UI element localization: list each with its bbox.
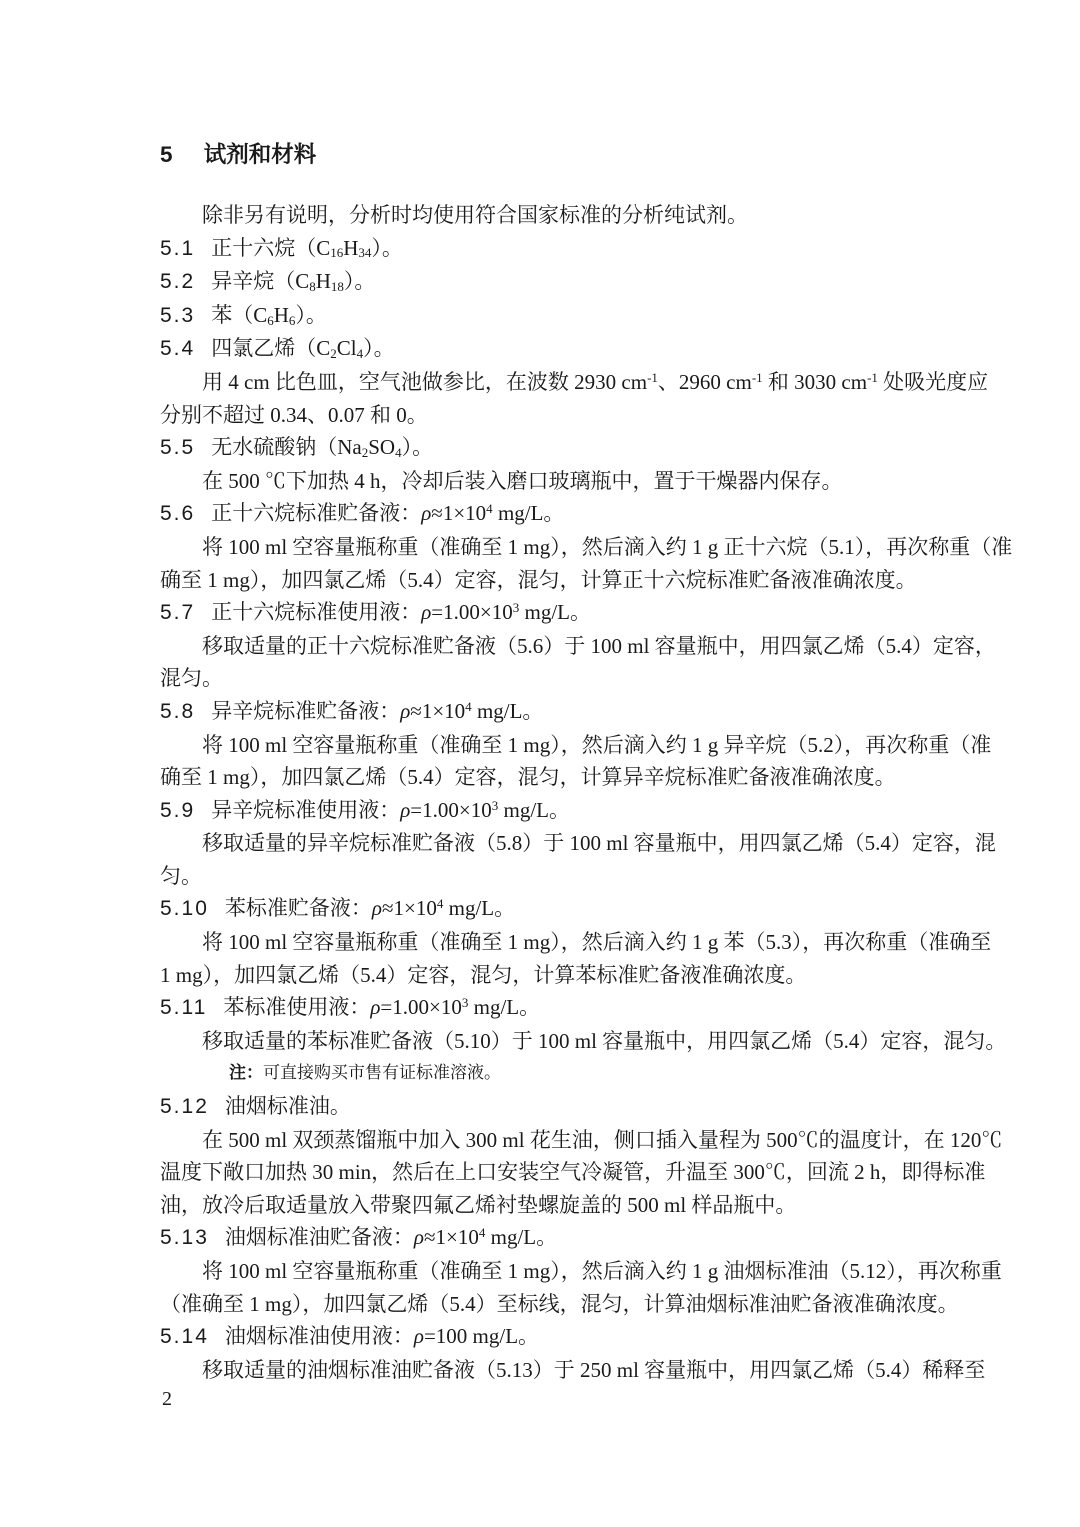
section-number: 5: [160, 142, 173, 167]
paragraph-continuation-line: [160, 399, 950, 432]
clause-line: [160, 1320, 950, 1354]
clause-text: 正十六烷标准使用液：$\rho=1.00\times 10^3$ mg/L。: [211, 599, 591, 625]
line-text: 分别不超过 0.34、0.07 和 0。: [160, 402, 428, 427]
line-text: 除非另有说明，分析时均使用符合国家标准的分析纯试剂。: [202, 203, 748, 227]
page-number: 2: [162, 1388, 172, 1410]
paragraph-first-line: [160, 729, 992, 762]
clause-text: 正十六烷$(C_{16}H_{34})$。: [211, 235, 403, 261]
clause-line: [160, 1221, 950, 1255]
paragraph-first-line: [160, 531, 1013, 564]
clause-number: 5.4: [160, 337, 196, 361]
clause-number: 5.11: [160, 996, 208, 1020]
paragraph-continuation-line: [160, 564, 950, 597]
clause-number: 5.3: [160, 303, 196, 327]
clause-text: 苯标准贮备液：$\rho\approx 1\times 10^4$ mg/L。: [224, 896, 516, 921]
line-text: 将 100 ml 空容量瓶称重（准确至 1 mg），然后滴入约 1 g 正十六烷（5.1），再次称重（准: [202, 534, 1013, 559]
paragraph-continuation-line: [160, 959, 950, 992]
line-text: 1 mg），加四氯乙烯（5.4）定容，混匀，计算苯标准贮备液准确浓度。: [160, 962, 807, 987]
section-title: 试剂和材料: [203, 142, 317, 167]
document-content: [160, 138, 1013, 1386]
clause-text: 异辛烷$(C_8H_{18})$。: [211, 269, 376, 295]
line-text: 匀。: [160, 863, 202, 888]
paragraph-first-line: [160, 827, 996, 860]
document-blocks: [160, 199, 1013, 1386]
line-text: 将 100 ml 空容量瓶称重（准确至 1 mg），然后滴入约 1 g 油烟标准油（5.12），再次称重: [202, 1259, 1002, 1283]
clause-number: 5.6: [160, 502, 196, 526]
clause-line: [160, 232, 950, 266]
clause-line: [160, 1090, 950, 1124]
clause-number: 5.13: [160, 1226, 209, 1250]
clause-number: 5.7: [160, 601, 196, 625]
clause-number: 5.9: [160, 798, 196, 822]
clause-number: 5.5: [160, 436, 196, 460]
paragraph-first-line: [160, 199, 950, 232]
clause-line: [160, 794, 950, 828]
line-text: 油，放冷后取适量放入带聚四氟乙烯衬垫螺旋盖的 500 ml 样品瓶中。: [160, 1192, 797, 1217]
note-line: [160, 1057, 950, 1090]
line-text: 在 500 ℃下加热 4 h，冷却后装入磨口玻璃瓶中，置于干燥器内保存。: [202, 468, 843, 493]
line-text: 确至 1 mg），加四氯乙烯（5.4）定容，混匀，计算正十六烷标准贮备液准确浓度。: [160, 567, 917, 592]
line-text: 在 500 ml 双颈蒸馏瓶中加入 300 ml 花生油，侧口插入量程为 500℃的温度计，在 120℃: [202, 1127, 1003, 1152]
section-heading: [160, 138, 950, 171]
clause-number: 5.10: [160, 897, 209, 921]
clause-text: 异辛烷标准贮备液：$\rho\approx 1\times 10^4$ mg/L。: [211, 698, 544, 723]
clause-text: 油烟标准油使用液：ρ=100 mg/L。: [224, 1324, 540, 1349]
clause-line: [160, 431, 950, 465]
line-text: 用 4 cm 比色皿，空气池做参比，在波数 2930 $cm^{-1}$、2960 $cm^{-1}$ 和 3030 $cm^{-1}$ 处吸光度应: [202, 369, 989, 394]
paragraph-first-line: [160, 1124, 1003, 1157]
line-text: 混匀。: [160, 666, 223, 691]
clause-text: 四氯乙烯$(C_2Cl_4)$。: [211, 336, 395, 362]
clause-text: 正十六烷标准贮备液：$\rho\approx 1\times 10^4$ mg/L。: [211, 501, 565, 526]
paragraph-continuation-line: [160, 662, 950, 695]
line-text: 移取适量的苯标准贮备液（5.10）于 100 ml 容量瓶中，用四氯乙烯（5.4）定容，混匀。: [202, 1028, 1007, 1053]
clause-line: [160, 892, 950, 926]
paragraph-continuation-line: [160, 1156, 986, 1189]
clause-text: 油烟标准油。: [224, 1094, 351, 1119]
clause-line: [160, 332, 950, 366]
line-text: 移取适量的异辛烷标准贮备液（5.8）于 100 ml 容量瓶中，用四氯乙烯（5.4）定容，混: [202, 831, 996, 856]
clause-line: [160, 265, 950, 299]
paragraph-continuation-line: [160, 1288, 959, 1321]
line-text: （准确至 1 mg），加四氯乙烯（5.4）至标线，混匀，计算油烟标准油贮备液准确浓度。: [160, 1291, 959, 1316]
clause-line: [160, 596, 950, 630]
clause-number: 5.2: [160, 270, 196, 294]
clause-number: 5.8: [160, 699, 196, 723]
line-text: 温度下敞口加热 30 min，然后在上口安装空气冷凝管，升温至 300℃，回流 2 h，即得标准: [160, 1160, 986, 1185]
paragraph-first-line: [160, 1354, 986, 1387]
clause-text: 苯$(C_6H_6)$。: [211, 302, 327, 328]
clause-number: 5.1: [160, 236, 196, 260]
clause-line: [160, 299, 950, 333]
line-text: 移取适量的正十六烷标准贮备液（5.6）于 100 ml 容量瓶中，用四氯乙烯（5.4）定容，: [202, 633, 996, 658]
clause-text: 苯标准使用液：$\rho=1.00\times 10^3$ mg/L。: [223, 995, 541, 1020]
line-text: 注：可直接购买市售有证标准溶液。: [229, 1063, 501, 1083]
paragraph-continuation-line: [160, 1189, 950, 1222]
clause-text: 无水硫酸钠$(Na_2SO_4)$。: [211, 435, 434, 461]
paragraph-first-line: [160, 465, 950, 498]
line-text: 确至 1 mg），加四氯乙烯（5.4）定容，混匀，计算异辛烷标准贮备液准确浓度。: [160, 765, 896, 790]
paragraph-continuation-line: [160, 761, 950, 794]
line-text: 移取适量的油烟标准油贮备液（5.13）于 250 ml 容量瓶中，用四氯乙烯（5.4）稀释至: [202, 1357, 986, 1382]
paragraph-continuation-line: [160, 860, 950, 893]
clause-line: [160, 991, 950, 1025]
paragraph-first-line: [160, 366, 989, 399]
line-text: 将 100 ml 空容量瓶称重（准确至 1 mg），然后滴入约 1 g 异辛烷（5.2），再次称重（准: [202, 732, 992, 757]
paragraph-first-line: [160, 1255, 1002, 1288]
clause-text: 异辛烷标准使用液：$\rho=1.00\times 10^3$ mg/L。: [211, 797, 570, 822]
clause-number: 5.14: [160, 1325, 209, 1349]
clause-line: [160, 695, 950, 729]
paragraph-first-line: [160, 1025, 1007, 1058]
clause-text: 油烟标准油贮备液：$\rho\approx 1\times 10^4$ mg/L。: [224, 1225, 558, 1250]
paragraph-first-line: [160, 630, 996, 663]
paragraph-first-line: [160, 926, 992, 959]
clause-line: [160, 497, 950, 531]
clause-number: 5.12: [160, 1095, 209, 1119]
line-text: 将 100 ml 空容量瓶称重（准确至 1 mg），然后滴入约 1 g 苯（5.3），再次称重（准确至: [202, 930, 992, 955]
